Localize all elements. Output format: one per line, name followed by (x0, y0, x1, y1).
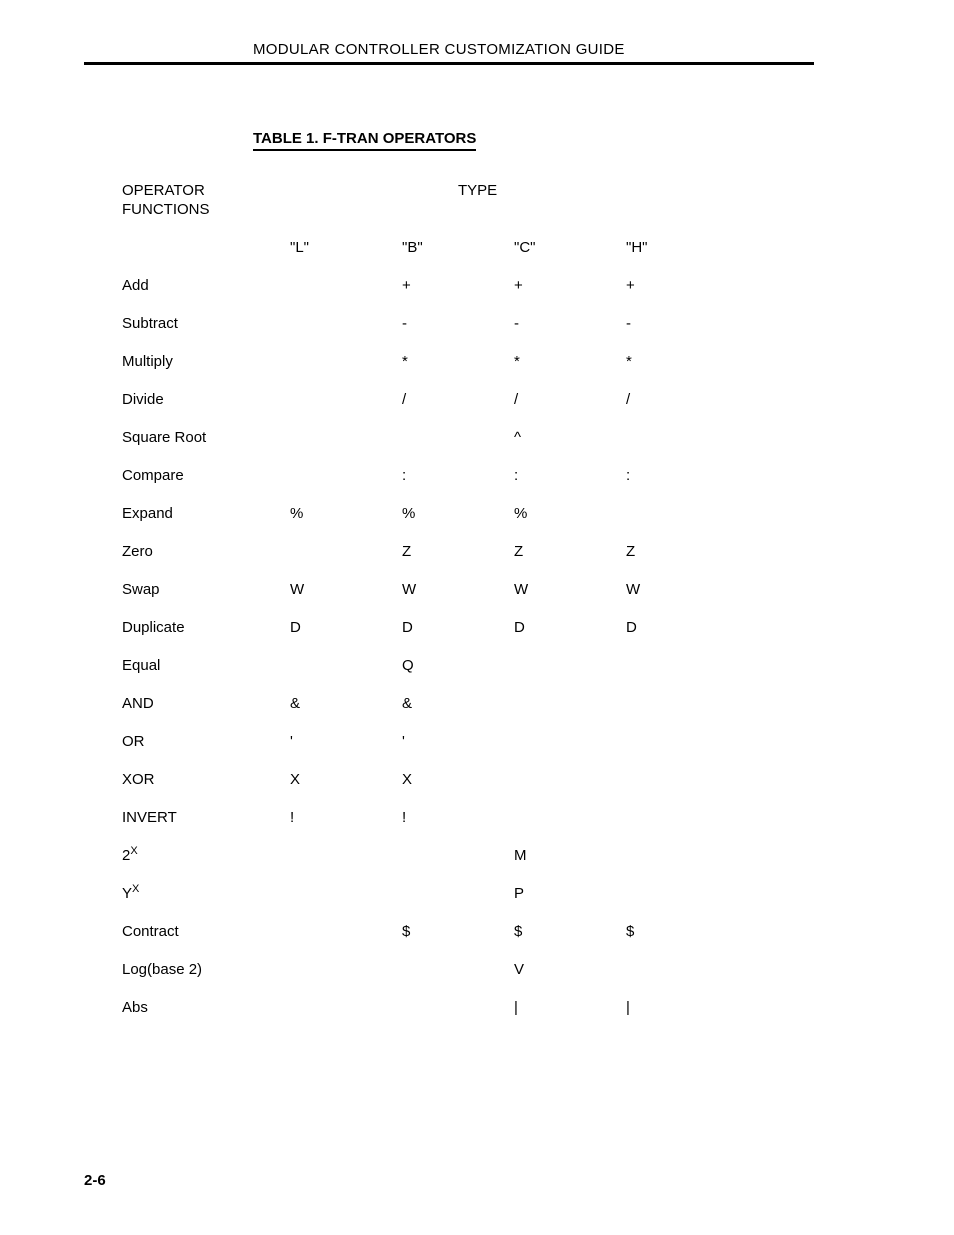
table-row (0, 352, 954, 390)
type-header: TYPE (458, 182, 498, 199)
type-b-cell: / (402, 391, 407, 408)
operator-name: Duplicate (122, 619, 185, 636)
operator-name: Square Root (122, 429, 207, 446)
type-label-c: "C" (514, 239, 536, 256)
type-c-cell: * (514, 353, 520, 370)
operator-name: Add (122, 277, 149, 294)
table-row (0, 542, 954, 580)
type-b-cell: W (402, 581, 417, 598)
operator-name: Subtract (122, 315, 178, 332)
type-b-cell: $ (402, 923, 411, 940)
superscript: X (132, 883, 140, 895)
table-row (0, 960, 954, 998)
type-label-b: "B" (402, 239, 423, 256)
type-l-cell: ! (290, 809, 295, 826)
type-l-cell: W (290, 581, 305, 598)
operator-header-line2: FUNCTIONS (122, 201, 210, 218)
running-header: MODULAR CONTROLLER CUSTOMIZATION GUIDE (253, 41, 625, 58)
type-h-cell: W (626, 581, 641, 598)
type-l-cell: D (290, 619, 301, 636)
type-label-l: "L" (290, 239, 309, 256)
type-b-cell: D (402, 619, 413, 636)
table-row (0, 808, 954, 846)
type-c-cell: / (514, 391, 519, 408)
table-title: TABLE 1. F-TRAN OPERATORS (253, 130, 476, 151)
type-c-cell: Z (514, 543, 524, 560)
operator-functions-header (122, 181, 210, 219)
type-l-cell: % (290, 505, 304, 522)
type-c-cell: D (514, 619, 525, 636)
table-row (0, 580, 954, 618)
table-row (0, 618, 954, 656)
type-b-cell: Z (402, 543, 412, 560)
type-l-cell: X (290, 771, 301, 788)
type-h-cell: D (626, 619, 637, 636)
operator-name: Equal (122, 657, 161, 674)
type-h-cell: * (626, 353, 632, 370)
operator-name: Swap (122, 581, 160, 598)
operator-name: INVERT (122, 809, 177, 826)
type-b-cell: Q (402, 657, 414, 674)
type-h-cell: - (626, 315, 631, 332)
table-row (0, 998, 954, 1036)
table-row (0, 390, 954, 428)
table-row (0, 276, 954, 314)
type-l-cell: ' (290, 733, 293, 750)
type-b-cell: ! (402, 809, 407, 826)
type-c-cell: + (514, 277, 523, 294)
type-c-cell: V (514, 961, 525, 978)
type-h-cell: $ (626, 923, 635, 940)
table-row (0, 922, 954, 960)
type-h-cell: | (626, 999, 630, 1016)
operator-name: Multiply (122, 353, 173, 370)
table-row (0, 846, 954, 884)
type-h-cell: + (626, 277, 635, 294)
table-row (0, 656, 954, 694)
type-b-cell: - (402, 315, 407, 332)
type-b-cell: ' (402, 733, 405, 750)
type-c-cell: P (514, 885, 525, 902)
header-rule (84, 62, 814, 65)
table-row (0, 770, 954, 808)
type-c-cell: - (514, 315, 519, 332)
table-row (0, 732, 954, 770)
table-row (0, 466, 954, 504)
operator-header-line1: OPERATOR (122, 182, 205, 199)
operator-name: Expand (122, 505, 173, 522)
type-label-h: "H" (626, 239, 648, 256)
operator-name: OR (122, 733, 145, 750)
type-c-cell: W (514, 581, 529, 598)
type-l-cell: & (290, 695, 301, 712)
operator-name: AND (122, 695, 154, 712)
type-labels-row (0, 238, 954, 258)
type-h-cell: / (626, 391, 631, 408)
operator-name: Zero (122, 543, 153, 560)
operator-name: Compare (122, 467, 184, 484)
table-row (0, 314, 954, 352)
operator-name: Contract (122, 923, 179, 940)
superscript: X (130, 845, 138, 857)
operator-table-body (0, 276, 954, 1036)
operator-name: XOR (122, 771, 155, 788)
type-b-cell: + (402, 277, 411, 294)
operator-name: Divide (122, 391, 164, 408)
table-row (0, 504, 954, 542)
type-b-cell: * (402, 353, 408, 370)
type-c-cell: ^ (514, 429, 522, 446)
type-c-cell: | (514, 999, 518, 1016)
page-number: 2-6 (84, 1172, 106, 1189)
type-b-cell: X (402, 771, 413, 788)
type-h-cell: Z (626, 543, 636, 560)
operator-name: $Y^X$ (122, 883, 140, 902)
type-h-cell: : (626, 467, 631, 484)
type-b-cell: & (402, 695, 413, 712)
type-c-cell: : (514, 467, 519, 484)
operator-name: Abs (122, 999, 148, 1016)
type-c-cell: M (514, 847, 527, 864)
type-b-cell: : (402, 467, 407, 484)
table-row (0, 884, 954, 922)
operator-name: Log(base 2) (122, 961, 203, 978)
type-c-cell: % (514, 505, 528, 522)
table-row (0, 428, 954, 466)
operator-name: $2^X$ (122, 845, 138, 864)
table-row (0, 694, 954, 732)
type-b-cell: % (402, 505, 416, 522)
type-c-cell: $ (514, 923, 523, 940)
